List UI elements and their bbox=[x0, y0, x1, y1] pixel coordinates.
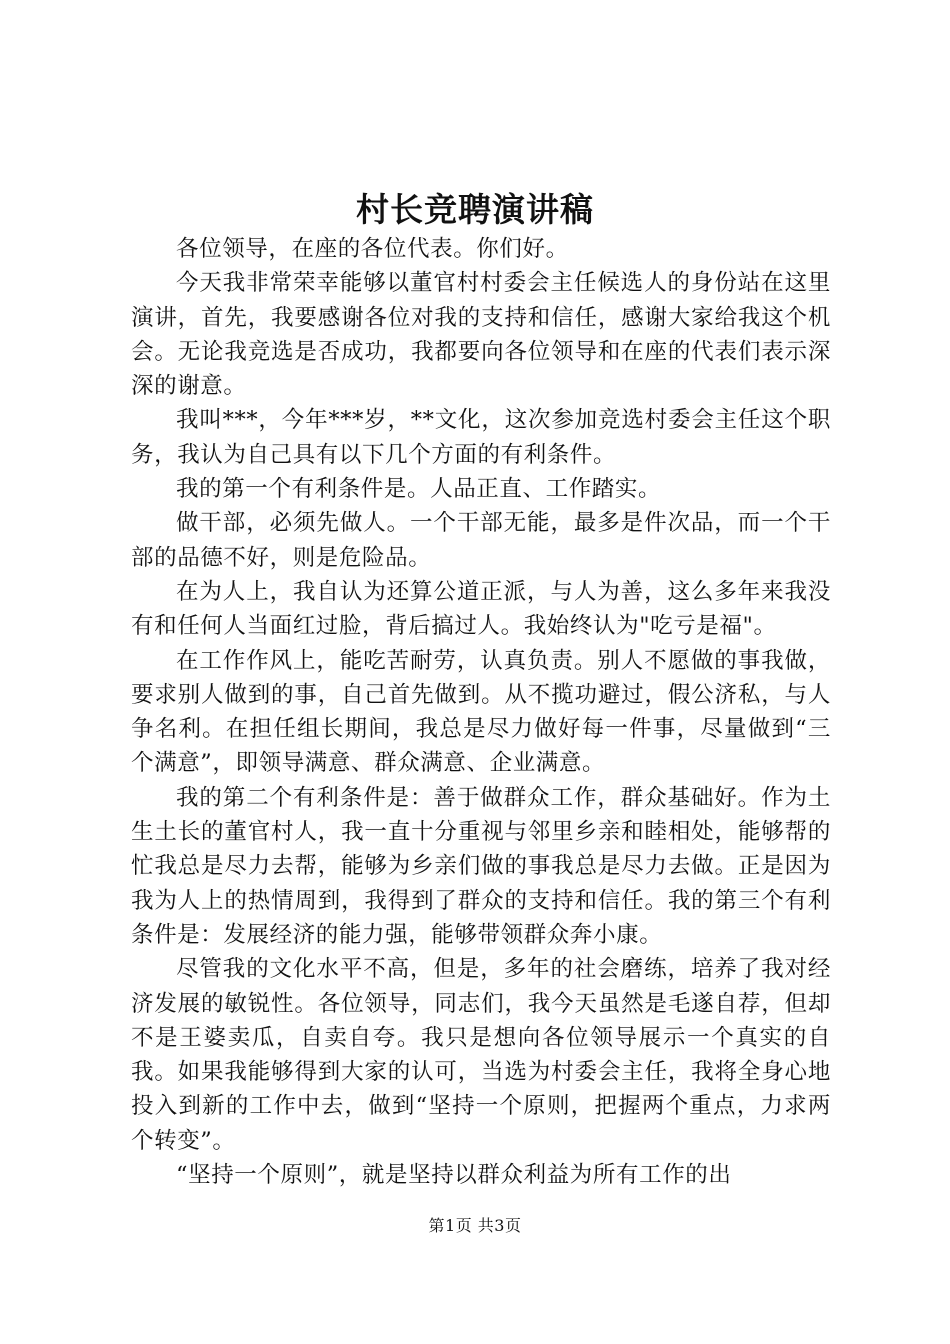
paragraph: 我的第二个有利条件是：善于做群众工作，群众基础好。作为土生土长的董官村人，我一直十分重视与邻里乡亲和睦相处，能够帮的忙我总是尽力去帮，能够为乡亲们做的事我总是尽力去做。正是因为我为人上的热情周到，我得到了群众的支持和信任。我的第三个有利条件是：发展经济的能力强，能够带领群众奔小康。 bbox=[131, 784, 831, 948]
paragraph: 我叫***，今年***岁，**文化，这次参加竞选村委会主任这个职务，我认为自己具有以下几个方面的有利条件。 bbox=[131, 407, 831, 468]
paragraph: “坚持一个原则”，就是坚持以群众利益为所有工作的出 bbox=[176, 1162, 732, 1189]
paragraph: 尽管我的文化水平不高，但是，多年的社会磨练，培养了我对经济发展的敏锐性。各位领导，同志们，我今天虽然是毛遂自荐，但却不是王婆卖瓜，自卖自夸。我只是想向各位领导展示一个真实的自我。如果我能够得到大家的认可，当选为村委会主任，我将全身心地投入到新的工作中去，做到“坚持一个原则，把握两个重点，力求两个转变”。 bbox=[131, 956, 831, 1154]
paragraph: 在工作作风上，能吃苦耐劳，认真负责。别人不愿做的事我做，要求别人做到的事，自己首先做到。从不揽功避过，假公济私，与人争名利。在担任组长期间，我总是尽力做好每一件事，尽量做到“三个满意”，即领导满意、群众满意、企业满意。 bbox=[131, 647, 831, 777]
paragraph: 做干部，必须先做人。一个干部无能，最多是件次品，而一个干部的品德不好，则是危险品。 bbox=[131, 510, 831, 571]
paragraph: 我的第一个有利条件是。人品正直、工作踏实。 bbox=[176, 476, 662, 503]
document-title: 村长竞聘演讲稿 bbox=[356, 190, 594, 229]
page-footer: 第1页 共3页 bbox=[428, 1216, 522, 1235]
paragraph: 在为人上，我自认为还算公道正派，与人为善，这么多年来我没有和任何人当面红过脸，背后搞过人。我始终认为"吃亏是福"。 bbox=[131, 578, 831, 640]
paragraph: 今天我非常荣幸能够以董官村村委会主任候选人的身份站在这里演讲，首先，我要感谢各位对我的支持和信任，感谢大家给我这个机会。无论我竞选是否成功，我都要向各位领导和在座的代表们表示深深的谢意。 bbox=[131, 270, 831, 400]
document-body bbox=[131, 232, 831, 1192]
paragraph: 各位领导，在座的各位代表。你们好。 bbox=[176, 236, 569, 262]
